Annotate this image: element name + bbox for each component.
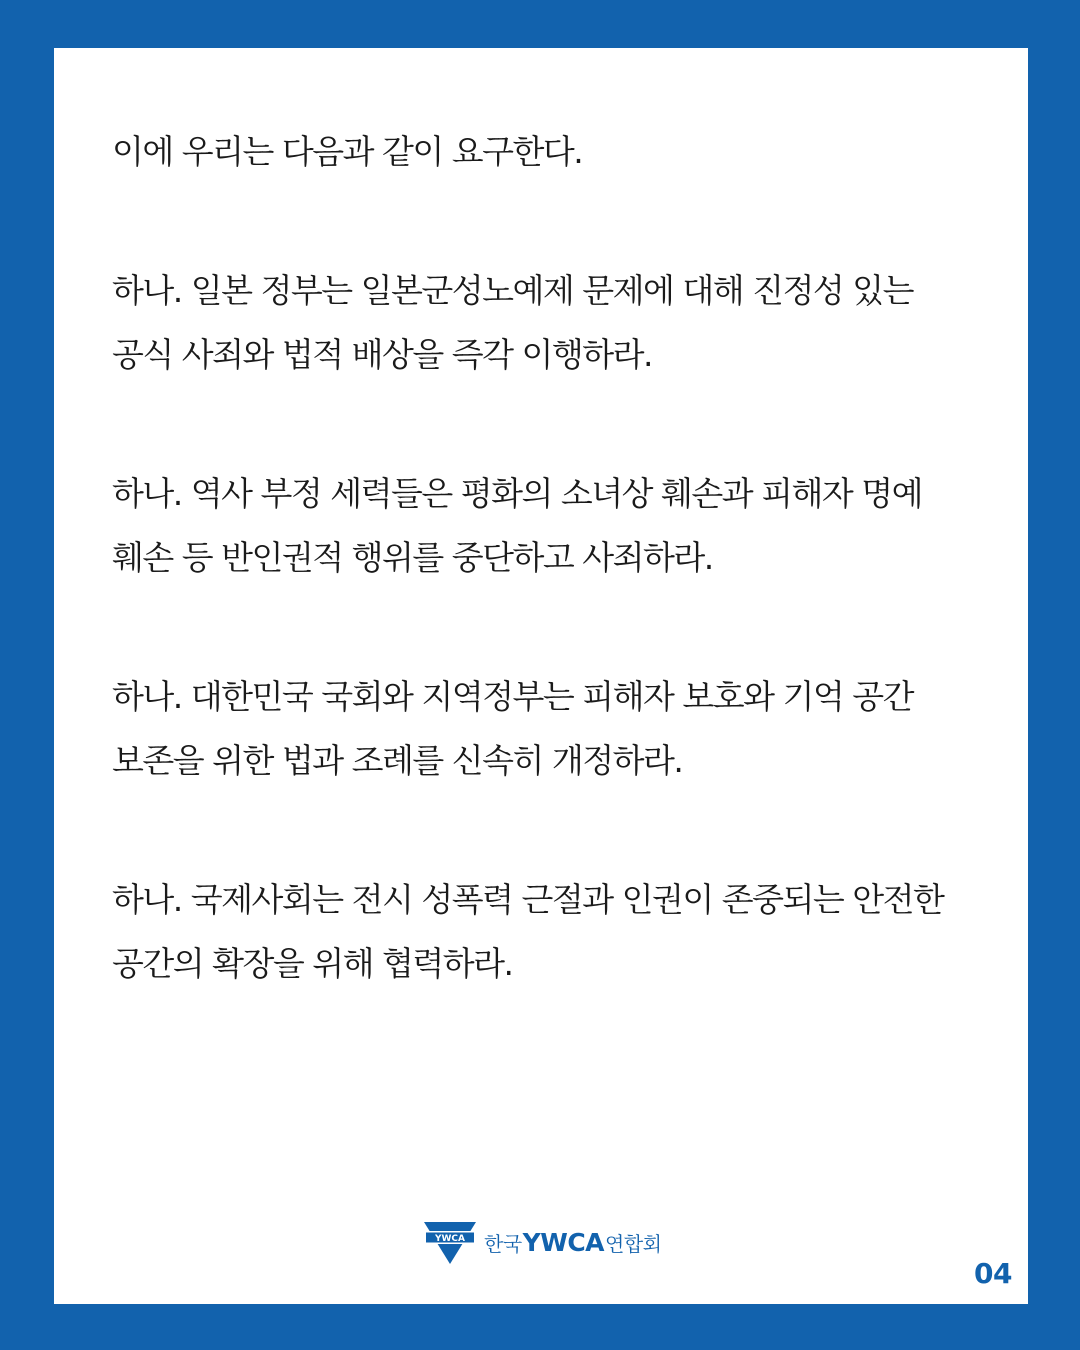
page-number: 04 bbox=[974, 1257, 1012, 1290]
org-suffix: 연합회 bbox=[605, 1231, 662, 1256]
ywca-emblem-icon bbox=[422, 1218, 478, 1266]
demand-2-line-2: 훼손 등 반인권적 행위를 중단하고 사죄하라. bbox=[112, 538, 713, 577]
demand-3-line-1: 하나. 대한민국 국회와 지역정부는 피해자 보호와 기억 공간 bbox=[112, 677, 913, 716]
demand-paragraph-3 bbox=[112, 665, 992, 793]
ywca-logo bbox=[422, 1216, 661, 1268]
demand-2-line-1: 하나. 역사 부정 세력들은 평화의 소녀상 훼손과 피해자 명예 bbox=[112, 474, 922, 513]
content-card bbox=[54, 48, 1028, 1304]
demand-paragraph-2 bbox=[112, 462, 992, 590]
demand-1-line-2: 공식 사죄와 법적 배상을 즉각 이행하라. bbox=[112, 335, 652, 374]
org-prefix: 한국 bbox=[484, 1231, 522, 1256]
intro-text: 이에 우리는 다음과 같이 요구한다. bbox=[112, 132, 583, 171]
demand-1-line-1: 하나. 일본 정부는 일본군성노예제 문제에 대해 진정성 있는 bbox=[112, 271, 913, 310]
demand-4-line-2: 공간의 확장을 위해 협력하라. bbox=[112, 944, 513, 983]
demand-paragraph-1 bbox=[112, 259, 992, 387]
statement-body bbox=[112, 120, 992, 1071]
org-brand: YWCA bbox=[522, 1227, 605, 1257]
demand-paragraph-4 bbox=[112, 868, 992, 996]
emblem-text: YWCA bbox=[434, 1234, 466, 1244]
intro-paragraph bbox=[112, 120, 992, 184]
demand-4-line-1: 하나. 국제사회는 전시 성폭력 근절과 인권이 존중되는 안전한 bbox=[112, 880, 944, 919]
org-name bbox=[484, 1228, 661, 1257]
demand-3-line-2: 보존을 위한 법과 조례를 신속히 개정하라. bbox=[112, 741, 683, 780]
